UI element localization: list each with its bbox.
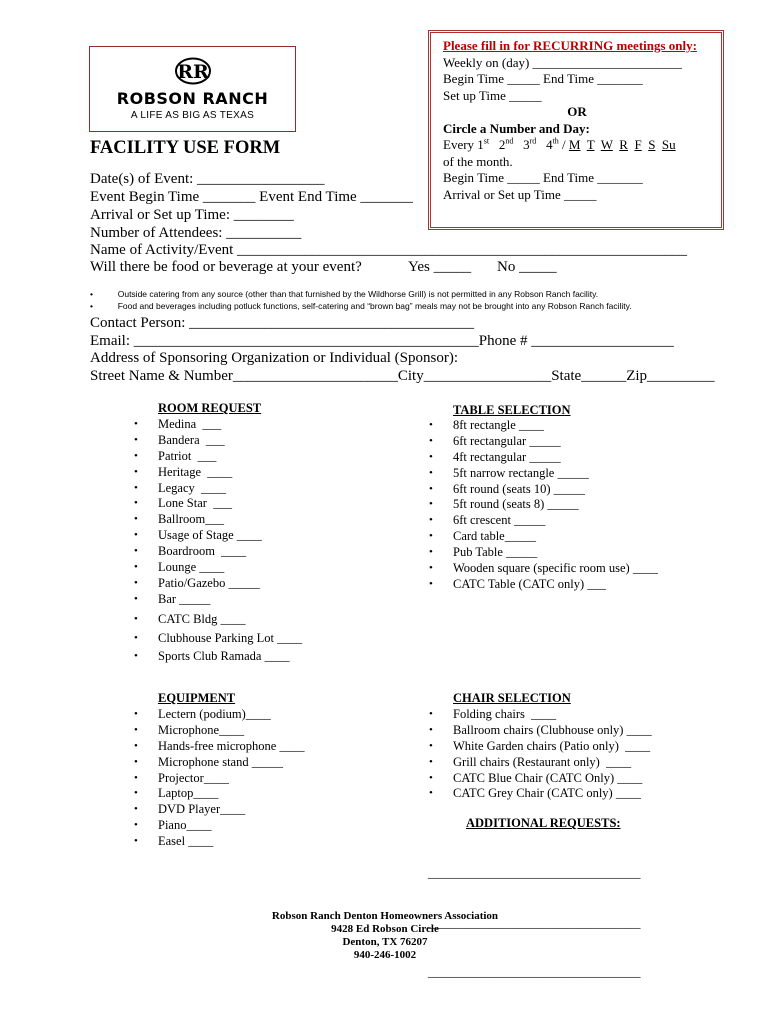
chair-item-ballroom[interactable]: • Ballroom chairs (Clubhouse only) ____: [429, 723, 652, 739]
room-request-heading: ROOM REQUEST: [158, 401, 262, 415]
equipment-item-microphone[interactable]: • Microphone____: [134, 723, 304, 739]
footer-street: 9428 Ed Robson Circle: [331, 923, 439, 935]
day-option-s[interactable]: S: [648, 137, 656, 152]
svg-text:RR: RR: [177, 61, 209, 83]
recurring-every-row: Every 1st 2nd 3rd 4th / M T W R F S Su: [443, 136, 676, 152]
additional-requests-heading: ADDITIONAL REQUESTS:: [466, 816, 621, 830]
rr-monogram-icon: [174, 57, 212, 85]
recurring-begin-end-field[interactable]: Begin Time _____ End Time _______: [443, 71, 643, 86]
equipment-item-piano[interactable]: • Piano____: [134, 818, 304, 834]
room-item-medina[interactable]: • Medina ___: [134, 417, 262, 433]
table-item-wooden-square[interactable]: • Wooden square (specific room use) ____: [429, 561, 658, 577]
recurring-of-month: of the month.: [443, 153, 513, 169]
table-selection-heading: TABLE SELECTION: [453, 403, 571, 417]
table-item-pub-table[interactable]: • Pub Table _____: [429, 545, 658, 561]
footer: [0, 910, 770, 962]
day-option-r[interactable]: R: [619, 137, 628, 152]
table-item-6ft-rectangular[interactable]: • 6ft rectangular _____: [429, 434, 658, 450]
room-item-ballroom[interactable]: • Ballroom___: [134, 512, 262, 528]
event-times-field[interactable]: Event Begin Time _______ Event End Time _______: [90, 189, 413, 205]
recurring-setup-field[interactable]: Set up Time _____: [443, 87, 542, 103]
equipment-item-projector[interactable]: • Projector____: [134, 771, 304, 787]
room-request-extra-list: [134, 610, 302, 666]
robson-ranch-logo: [89, 46, 296, 132]
recurring-begin-end-field-2[interactable]: Begin Time _____ End Time _______: [443, 170, 643, 185]
email-phone-field[interactable]: Email: ______________________________________________Phone # ___________________: [90, 333, 674, 349]
room-item-catc-bldg[interactable]: • CATC Bldg ____: [134, 610, 302, 629]
equipment-item-handsfree-mic[interactable]: • Hands-free microphone ____: [134, 739, 304, 755]
footer-org: Robson Ranch Denton Homeowners Association: [271, 910, 499, 922]
table-item-5ft-narrow[interactable]: • 5ft narrow rectangle _____: [429, 466, 658, 482]
day-option-f[interactable]: F: [634, 137, 642, 152]
room-request-list: [134, 417, 262, 608]
room-item-patio[interactable]: • Patio/Gazebo _____: [134, 576, 262, 592]
room-item-legacy[interactable]: • Legacy ____: [134, 481, 262, 497]
room-item-heritage[interactable]: • Heritage ____: [134, 465, 262, 481]
table-item-6ft-round[interactable]: • 6ft round (seats 10) _____: [429, 482, 658, 498]
room-item-bandera[interactable]: • Bandera ___: [134, 433, 262, 449]
day-option-t[interactable]: T: [586, 137, 595, 152]
equipment-item-easel[interactable]: • Easel ____: [134, 834, 304, 850]
equipment-item-mic-stand[interactable]: • Microphone stand _____: [134, 755, 304, 771]
table-item-6ft-crescent[interactable]: • 6ft crescent _____: [429, 513, 658, 529]
food-question: Will there be food or beverage at your event?: [90, 259, 362, 275]
sponsor-address-label: Address of Sponsoring Organization or Individual (Sponsor):: [90, 350, 459, 366]
chair-item-catc-grey[interactable]: • CATC Grey Chair (CATC only) ____: [429, 786, 652, 802]
day-option-su[interactable]: Su: [661, 137, 676, 152]
logo-tagline: A LIFE AS BIG AS TEXAS: [130, 110, 255, 121]
day-option-m[interactable]: M: [568, 137, 581, 152]
room-item-clubhouse-parking[interactable]: • Clubhouse Parking Lot ____: [134, 629, 302, 648]
arrival-time-field[interactable]: Arrival or Set up Time: ________: [90, 207, 294, 223]
table-item-card-table[interactable]: • Card table_____: [429, 529, 658, 545]
room-item-lone-star[interactable]: • Lone Star ___: [134, 496, 262, 512]
chair-item-catc-blue[interactable]: • CATC Blue Chair (CATC Only) ____: [429, 771, 652, 787]
equipment-list: [134, 707, 304, 850]
recurring-circle-instruction: Circle a Number and Day:: [443, 120, 590, 136]
activity-name-field[interactable]: Name of Activity/Event ____________________________________________________________: [90, 242, 688, 258]
recurring-meetings-box: [428, 30, 724, 230]
table-item-4ft-rectangular[interactable]: • 4ft rectangular _____: [429, 450, 658, 466]
footer-city: Denton, TX 76207: [342, 936, 428, 948]
room-item-boardroom[interactable]: • Boardroom ____: [134, 544, 262, 560]
recurring-or: OR: [567, 104, 587, 119]
recurring-arrival-field[interactable]: Arrival or Set up Time _____: [443, 186, 597, 202]
room-item-stage[interactable]: • Usage of Stage ____: [134, 528, 262, 544]
contact-person-field[interactable]: Contact Person: ______________________________________: [90, 315, 475, 331]
recurring-heading: Please fill in for RECURRING meetings only:: [443, 38, 697, 53]
chair-item-folding[interactable]: • Folding chairs ____: [429, 707, 652, 723]
room-item-lounge[interactable]: • Lounge ____: [134, 560, 262, 576]
food-no-field[interactable]: No _____: [497, 259, 557, 275]
room-item-bar[interactable]: • Bar _____: [134, 592, 262, 608]
table-item-8ft-rectangle[interactable]: • 8ft rectangle ____: [429, 418, 658, 434]
catering-note: • Outside catering from any source (other than that furnished by the Wildhorse Grill) is not permitted in any Robson Ranch facility.: [90, 289, 599, 299]
day-option-w[interactable]: W: [600, 137, 613, 152]
chair-item-grill[interactable]: • Grill chairs (Restaurant only) ____: [429, 755, 652, 771]
equipment-item-dvd-player[interactable]: • DVD Player____: [134, 802, 304, 818]
street-address-field[interactable]: Street Name & Number______________________City_________________State______Zip_________: [90, 368, 715, 384]
recurring-weekly-field[interactable]: Weekly on (day) _______________________: [443, 54, 683, 70]
table-item-5ft-round[interactable]: • 5ft round (seats 8) _____: [429, 497, 658, 513]
additional-request-line-3[interactable]: __________________________________: [428, 965, 641, 979]
table-item-catc-table[interactable]: • CATC Table (CATC only) ___: [429, 577, 658, 593]
footer-phone: 940-246-1002: [353, 949, 417, 961]
chair-selection-heading: CHAIR SELECTION: [453, 691, 571, 705]
event-dates-field[interactable]: Date(s) of Event: _________________: [90, 171, 325, 187]
form-title: FACILITY USE FORM: [90, 138, 281, 158]
additional-request-line-1[interactable]: __________________________________: [428, 866, 641, 880]
equipment-item-laptop[interactable]: • Laptop____: [134, 786, 304, 802]
food-yes-field[interactable]: Yes _____: [408, 259, 472, 275]
attendees-field[interactable]: Number of Attendees: __________: [90, 225, 302, 241]
room-item-sports-ramada[interactable]: • Sports Club Ramada ____: [134, 647, 302, 666]
chair-item-white-garden[interactable]: • White Garden chairs (Patio only) ____: [429, 739, 652, 755]
equipment-item-lectern[interactable]: • Lectern (podium)____: [134, 707, 304, 723]
table-selection-list: [429, 418, 658, 593]
equipment-heading: EQUIPMENT: [158, 691, 236, 705]
logo-name: ROBSON RANCH: [116, 89, 269, 108]
additional-request-line-2[interactable]: __________________________________: [428, 915, 641, 930]
chair-selection-list: [429, 707, 652, 802]
food-note: • Food and beverages including potluck functions, self-catering and “brown bag” meals may not be brought into any Robson Ranch facility.: [90, 301, 632, 311]
room-item-patriot[interactable]: • Patriot ___: [134, 449, 262, 465]
